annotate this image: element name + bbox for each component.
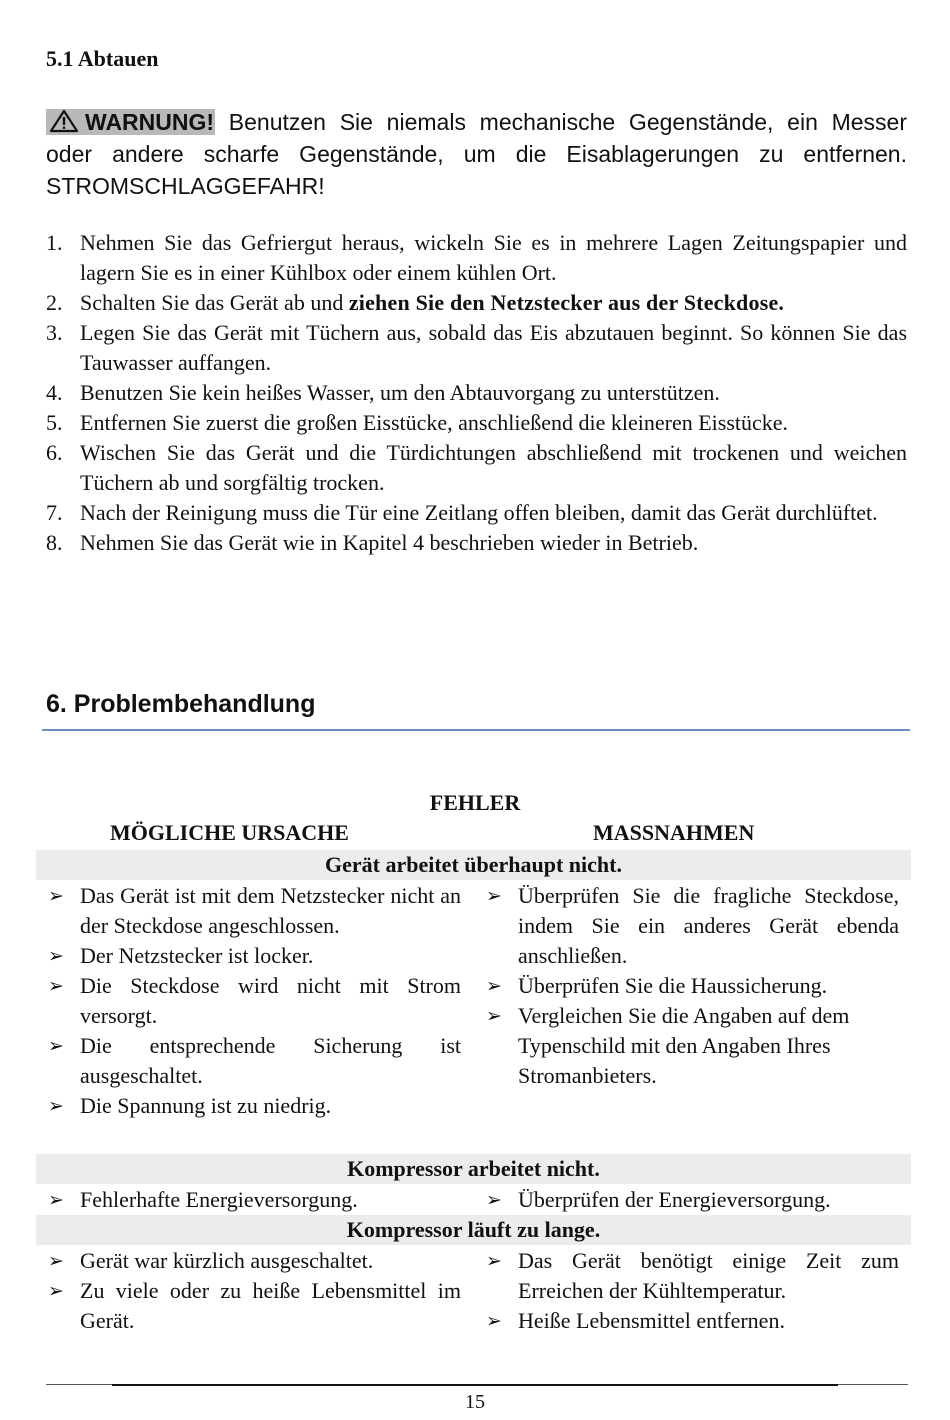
list-item: ➢ Vergleichen Sie die Angaben auf dem Typenschild mit den Angaben Ihres Stromanbieters.: [486, 1003, 850, 1088]
warning-triangle-icon: [49, 109, 79, 133]
list-item: ➢ Überprüfen Sie die fragliche Steckdose, indem Sie ein anderes Gerät ebenda anschließen.: [486, 883, 899, 968]
arrow-bullet-icon: ➢: [48, 975, 64, 997]
action-list: [484, 1185, 899, 1215]
list-item: ➢ Der Netzstecker ist locker.: [46, 941, 461, 971]
list-item: 5. Entfernen Sie zuerst die großen Eisstücke, anschließend die kleineren Eisstücke.: [46, 410, 789, 435]
column-header-ursache: MÖGLICHE URSACHE: [110, 820, 349, 845]
problem-row-header: Kompressor läuft zu lange.: [36, 1215, 911, 1245]
arrow-bullet-icon: ➢: [486, 1189, 502, 1211]
list-item: ➢ Die Steckdose wird nicht mit Strom versorgt.: [48, 973, 461, 1028]
list-item: ➢ Das Gerät benötigt einige Zeit zum Erreichen der Kühltemperatur.: [486, 1248, 899, 1303]
arrow-bullet-icon: ➢: [486, 1310, 502, 1332]
arrow-bullet-icon: ➢: [486, 885, 502, 907]
column-header-fehler: FEHLER: [429, 790, 521, 815]
cause-list: [46, 881, 461, 1121]
troubleshooting-heading: 6. Problembehandlung: [46, 690, 316, 718]
page-number: 15: [465, 1391, 485, 1413]
action-list: [484, 881, 899, 1091]
section-title: 5.1 Abtauen: [46, 46, 159, 71]
list-item: 3. Legen Sie das Gerät mit Tüchern aus, sobald das Eis abzutauen beginnt. So können Sie das Tauwasser auffangen.: [46, 320, 907, 375]
arrow-bullet-icon: ➢: [486, 1005, 502, 1027]
arrow-bullet-icon: ➢: [48, 1095, 64, 1117]
warning-tag: [46, 109, 215, 135]
arrow-bullet-icon: ➢: [48, 885, 64, 907]
action-list: [484, 1246, 899, 1336]
list-item: ➢ Zu viele oder zu heiße Lebensmittel im Gerät.: [48, 1278, 461, 1333]
arrow-bullet-icon: ➢: [486, 975, 502, 997]
cause-list: [46, 1246, 461, 1336]
list-item: ➢ Überprüfen Sie die Haussicherung.: [484, 971, 899, 1001]
list-item: ➢ Das Gerät ist mit dem Netzstecker nicht an der Steckdose angeschlossen.: [48, 883, 461, 938]
list-item: 1. Nehmen Sie das Gefriergut heraus, wickeln Sie es in mehrere Lagen Zeitungspapier und lagern Sie es in einer Kühlbox oder einem kühlen Ort.: [46, 230, 907, 285]
list-item: 2. Schalten Sie das Gerät ab und ziehen Sie den Netzstecker aus der Steckdose.: [46, 290, 785, 315]
list-item: ➢ Die entsprechende Sicherung ist ausgeschaltet.: [48, 1033, 461, 1088]
list-item: ➢ Überprüfen der Energieversorgung.: [484, 1185, 899, 1215]
list-item: 4. Benutzen Sie kein heißes Wasser, um den Abtauvorgang zu unterstützen.: [46, 380, 720, 405]
arrow-bullet-icon: ➢: [48, 945, 64, 967]
list-item: ➢ Fehlerhafte Energieversorgung.: [46, 1185, 461, 1215]
list-item: ➢ Die Spannung ist zu niedrig.: [46, 1091, 461, 1121]
problem-row-header: Gerät arbeitet überhaupt nicht.: [36, 850, 911, 880]
list-item: 8. Nehmen Sie das Gerät wie in Kapitel 4 beschrieben wieder in Betrieb.: [46, 530, 699, 555]
arrow-bullet-icon: ➢: [486, 1250, 502, 1272]
arrow-bullet-icon: ➢: [48, 1035, 64, 1057]
arrow-bullet-icon: ➢: [48, 1280, 64, 1302]
cause-list: [46, 1185, 461, 1215]
emphasis-text: ziehen Sie den Netzstecker aus der Steckdose.: [348, 290, 785, 315]
arrow-bullet-icon: ➢: [48, 1189, 64, 1211]
arrow-bullet-icon: ➢: [48, 1250, 64, 1272]
warning-text: Benutzen Sie niemals mechanische Gegenstände, ein Messer oder andere scharfe Gegenstände, um die Eisablagerungen zu entfernen. STROMSCHLAGGEFAHR!: [46, 109, 907, 199]
list-item: 6. Wischen Sie das Gerät und die Türdichtungen abschließend mit trockenen und weichen Tüchern ab und sorgfältig trocken.: [46, 440, 907, 495]
problem-row-header: Kompressor arbeitet nicht.: [36, 1154, 911, 1184]
warning-label: WARNUNG!: [85, 109, 215, 135]
heading-divider: [42, 729, 910, 731]
defrost-steps: [46, 228, 907, 558]
list-item: 7. Nach der Reinigung muss die Tür eine Zeitlang offen bleiben, damit das Gerät durchlüftet.: [46, 500, 878, 525]
list-item: ➢ Gerät war kürzlich ausgeschaltet.: [46, 1246, 461, 1276]
footer-divider-bold: [112, 1384, 838, 1386]
list-item: ➢ Heiße Lebensmittel entfernen.: [484, 1306, 899, 1336]
warning-paragraph: [46, 106, 907, 202]
column-header-massnahmen: MASSNAHMEN: [593, 820, 755, 845]
